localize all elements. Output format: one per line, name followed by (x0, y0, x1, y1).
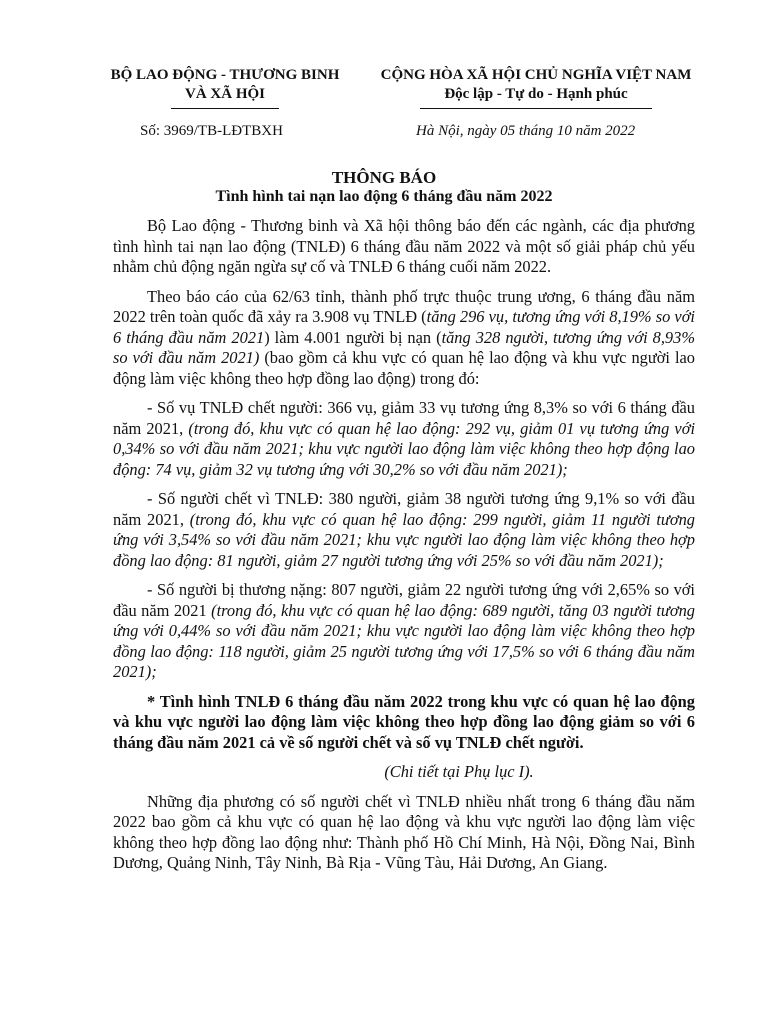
document-subtitle: Tình hình tai nạn lao động 6 tháng đầu năm 2022 (215, 188, 553, 205)
fatal-cases-detail: (trong đó, khu vực có quan hệ lao động: 292 vụ, giảm 01 vụ tương ứng với 0,34% so với đầu năm 2021; khu vực người lao động làm việc không theo hợp động lao động: 74 vụ, giảm 32 vụ tương ứng với 30,2% so với đầu năm 2021); (113, 418, 695, 479)
deaths-detail: (trong đó, khu vực có quan hệ lao động: 299 người, giảm 11 người tương ứng với 3,54% so với đầu năm 2021; khu vực người lao động làm việc không theo hợp đồng lao động: 81 người, giảm 27 người tương ứng với 25% so với đầu năm 2021); (113, 509, 695, 570)
document-title: THÔNG BÁO (331, 168, 437, 187)
item-serious-injuries (113, 580, 695, 683)
paragraph-intro: Bộ Lao động - Thương binh và Xã hội thông báo đến các ngành, các địa phương tình hình tai nạn lao động (TNLĐ) 6 tháng đầu năm 2022 và một số giải pháp chủ yếu nhằm chủ động ngăn ngừa sự cố và TNLĐ 6 tháng cuối năm 2022. (113, 216, 695, 276)
paragraph-localities: Những địa phương có số người chết vì TNLĐ nhiều nhất trong 6 tháng đầu năm 2022 bao gồm cả khu vực có quan hệ lao động và khu vực người lao động làm việc không theo hợp đồng lao động như: Thành phố Hồ Chí Minh, Hà Nội, Đồng Nai, Bình Dương, Quảng Ninh, Tây Ninh, Bà Rịa - Vũng Tàu, Hải Dương, An Giang. (113, 791, 695, 872)
fatal-cases-text: - Số vụ TNLĐ chết người: 366 vụ, giảm 33 vụ tương ứng 8,3% so với 6 tháng đầu năm 2021, (113, 398, 695, 438)
republic-name: CỘNG HÒA XÃ HỘI CHỦ NGHĨA VIỆT NAM (380, 67, 692, 83)
deaths-text: - Số người chết vì TNLĐ: 380 người, giảm 38 người tương ứng 9,1% so với đầu năm 2021, (113, 489, 695, 529)
ministry-name-line2: VÀ XÃ HỘI (184, 86, 265, 102)
item-deaths (113, 489, 695, 571)
injuries-detail: (trong đó, khu vực có quan hệ lao động: 689 người, tăng 03 người tương ứng với 0,44% so với đầu năm 2021; khu vực người lao động làm việc không theo hợp đồng lao động: 118 người, giảm 25 người tương ứng với 17,5% so với 6 tháng đầu năm 2021); (113, 600, 695, 681)
paragraph-summary (113, 287, 695, 390)
summary-text-3: (bao gồm cả khu vực có quan hệ lao động và khu vực người lao động làm việc không theo hợp đồng lao động) trong đó: (113, 348, 695, 388)
summary-text-1: Theo báo cáo của 62/63 tỉnh, thành phố trực thuộc trung ương, 6 tháng đầu năm 2022 trên toàn quốc đã xảy ra 3.908 vụ TNLĐ ( (113, 286, 695, 326)
national-motto: Độc lập - Tự do - Hạnh phúc (444, 86, 628, 102)
appendix-reference: (Chi tiết tại Phụ lục I). (384, 762, 534, 781)
item-fatal-cases (113, 398, 695, 480)
ministry-header (100, 66, 350, 109)
document-date: Hà Nội, ngày 05 tháng 10 năm 2022 (416, 123, 636, 139)
summary-text-2: ) làm 4.001 người bị nạn ( (264, 327, 442, 347)
summary-increase-people: tăng 328 người, tương ứng với 8,93% so với đầu năm 2021) (113, 327, 695, 367)
republic-header (366, 66, 706, 109)
motto-underline (420, 108, 652, 109)
injuries-text: - Số người bị thương nặng: 807 người, giảm 22 người tương ứng với 2,65% so với đầu năm 2021 (113, 580, 695, 620)
ministry-underline (171, 108, 279, 109)
paragraph-conclusion: * Tình hình TNLĐ 6 tháng đầu năm 2022 trong khu vực có quan hệ lao động và khu vực người lao động làm việc không theo hợp đồng lao động giảm so với 6 tháng đầu năm 2021 cả về số người chết và số vụ TNLĐ chết người. (113, 691, 695, 752)
document-number: Số: 3969/TB-LĐTBXH (140, 123, 283, 139)
document-body (113, 216, 695, 883)
ministry-name-line1: BỘ LAO ĐỘNG - THƯƠNG BINH (110, 67, 340, 83)
summary-increase-cases: tăng 296 vụ, tương ứng với 8,19% so với 6 tháng đầu năm 2021 (113, 307, 695, 347)
